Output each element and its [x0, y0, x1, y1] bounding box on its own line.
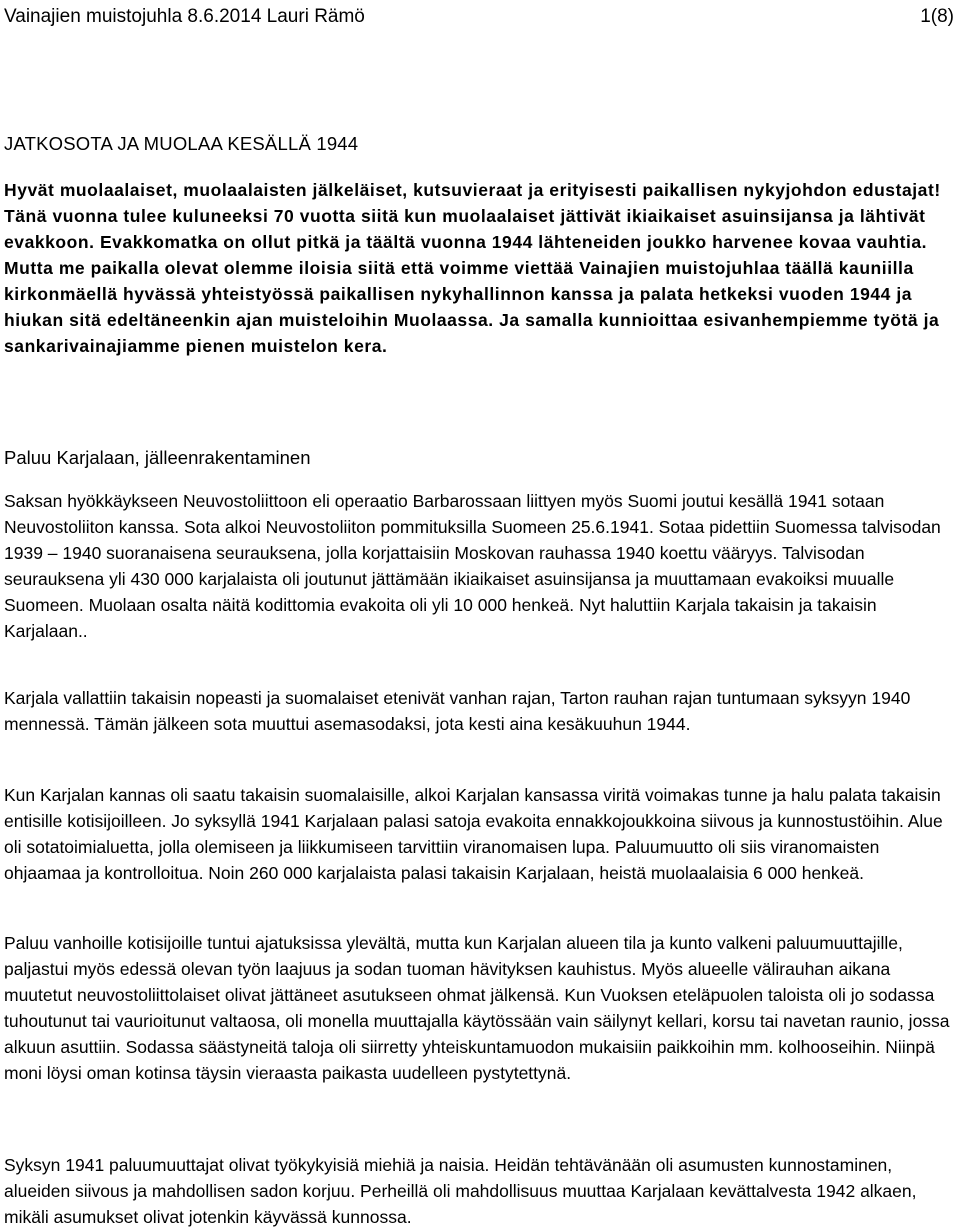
body-paragraph: Paluu vanhoille kotisijoille tuntui ajatuksissa ylevältä, mutta kun Karjalan alueen tila ja kunto valkeni paluumuuttajille, paljastui myös edessä olevan työn laajuus ja sodan tuoman hävityksen kauhistus. Myös alueelle välirauhan aikana muutetut neuvostoliittolaiset olivat jättäneet asutukseen ohmat jälkensä. Kun Vuoksen eteläpuolen taloista oli jo sodassa tuhoutunut tai vaurioitunut valtaosa, oli monella muuttajalla käytössään vain säilynyt kellari, korsu tai navetan raunio, jossa alkuun asuttiin. Sodassa säästyneitä taloja oli siirretty yhteiskuntamuodon mukaisiin paikkoihin mm. kolhooseihin. Niinpä moni löysi oman kotinsa täysin vieraasta paikasta uudelleen pystytettynä.	[4, 933, 950, 1083]
body-paragraph: Saksan hyökkäykseen Neuvostoliittoon eli operaatio Barbarossaan liittyen myös Suomi joutui kesällä 1941 sotaan Neuvostoliiton kanssa. Sota alkoi Neuvostoliiton pommituksilla Suomeen 25.6.1941. Sotaa pidettiin Suomessa talvisodan 1939 – 1940 suoranaisena seurauksena, jolla korjattaisiin Moskovan rauhassa 1940 koettu vääryys. Talvisodan seurauksena yli 430 000 karjalaista oli joutunut jättämään ikiaikaiset asuinsijansa ja muuttamaan evakoiksi muualle Suomeen. Muolaan osalta näitä kodittomia evakoita oli yli 10 000 henkeä. Nyt haluttiin Karjala takaisin ja takaisin Karjalaan..	[4, 491, 941, 641]
body-paragraph: Karjala vallattiin takaisin nopeasti ja suomalaiset etenivät vanhan rajan, Tarton rauhan rajan tuntumaan syksyyn 1940 mennessä. Tämän jälkeen sota muuttui asemasodaksi, jota kesti aina kesäkuuhun 1944.	[4, 688, 911, 734]
body-paragraph: Syksyn 1941 paluumuuttajat olivat työkykyisiä miehiä ja naisia. Heidän tehtävänään oli asumusten kunnostaminen, alueiden siivous ja mahdollisen sadon korjuu. Perheillä oli mahdollisuus muuttaa Karjalaan kevättalvesta 1942 alkaen, mikäli asumukset olivat jotenkin käyvässä kunnossa.	[4, 1155, 917, 1227]
section-heading: Paluu Karjalaan, jälleenrakentaminen	[4, 447, 311, 468]
intro-paragraph: Hyvät muolaalaiset, muolaalaisten jälkeläiset, kutsuvieraat ja erityisesti paikallisen nykyjohdon edustajat! Tänä vuonna tulee kuluneeksi 70 vuotta siitä kun muolaalaiset jättivät ikiaikaiset asuinsijansa ja lähtivät evakkoon. Evakkomatka on ollut pitkä ja täältä vuonna 1944 lähteneiden joukko harvenee kovaa vauhtia. Mutta me paikalla olevat olemme iloisia siitä että voimme viettää Vainajien muistojuhlaa täällä kauniilla kirkonmäellä hyvässä yhteistyössä paikallisen nykyhallinnon kanssa ja palata hetkeksi vuoden 1944 ja hiukan sitä edeltäneenkin ajan muisteloihin Muolaassa. Ja samalla kunnioittaa esivanhempiemme työtä ja sankarivainajiamme pienen muistelon kera.	[4, 180, 941, 356]
page-number: 1(8)	[920, 6, 954, 27]
body-paragraph: Kun Karjalan kannas oli saatu takaisin suomalaisille, alkoi Karjalan kansassa viritä voimakas tunne ja halu palata takaisin entisille kotisijoilleen. Jo syksyllä 1941 Karjalaan palasi satoja evakoita ennakkojoukkoina siivous ja kunnostustöihin. Alue oli sotatoimialuetta, jolla olemiseen ja liikkumiseen tarvittiin viranomaisen lupa. Paluumuutto oli siis viranomaisten ohjaamaa ja kontrolloitua. Noin 260 000 karjalaista palasi takaisin Karjalaan, heistä muolaalaisia 6 000 henkeä.	[4, 785, 943, 883]
page-header	[4, 4, 954, 30]
header-title: Vainajien muistojuhla 8.6.2014 Lauri Rämö	[4, 6, 365, 27]
document-title: JATKOSOTA JA MUOLAA KESÄLLÄ 1944	[4, 133, 359, 154]
